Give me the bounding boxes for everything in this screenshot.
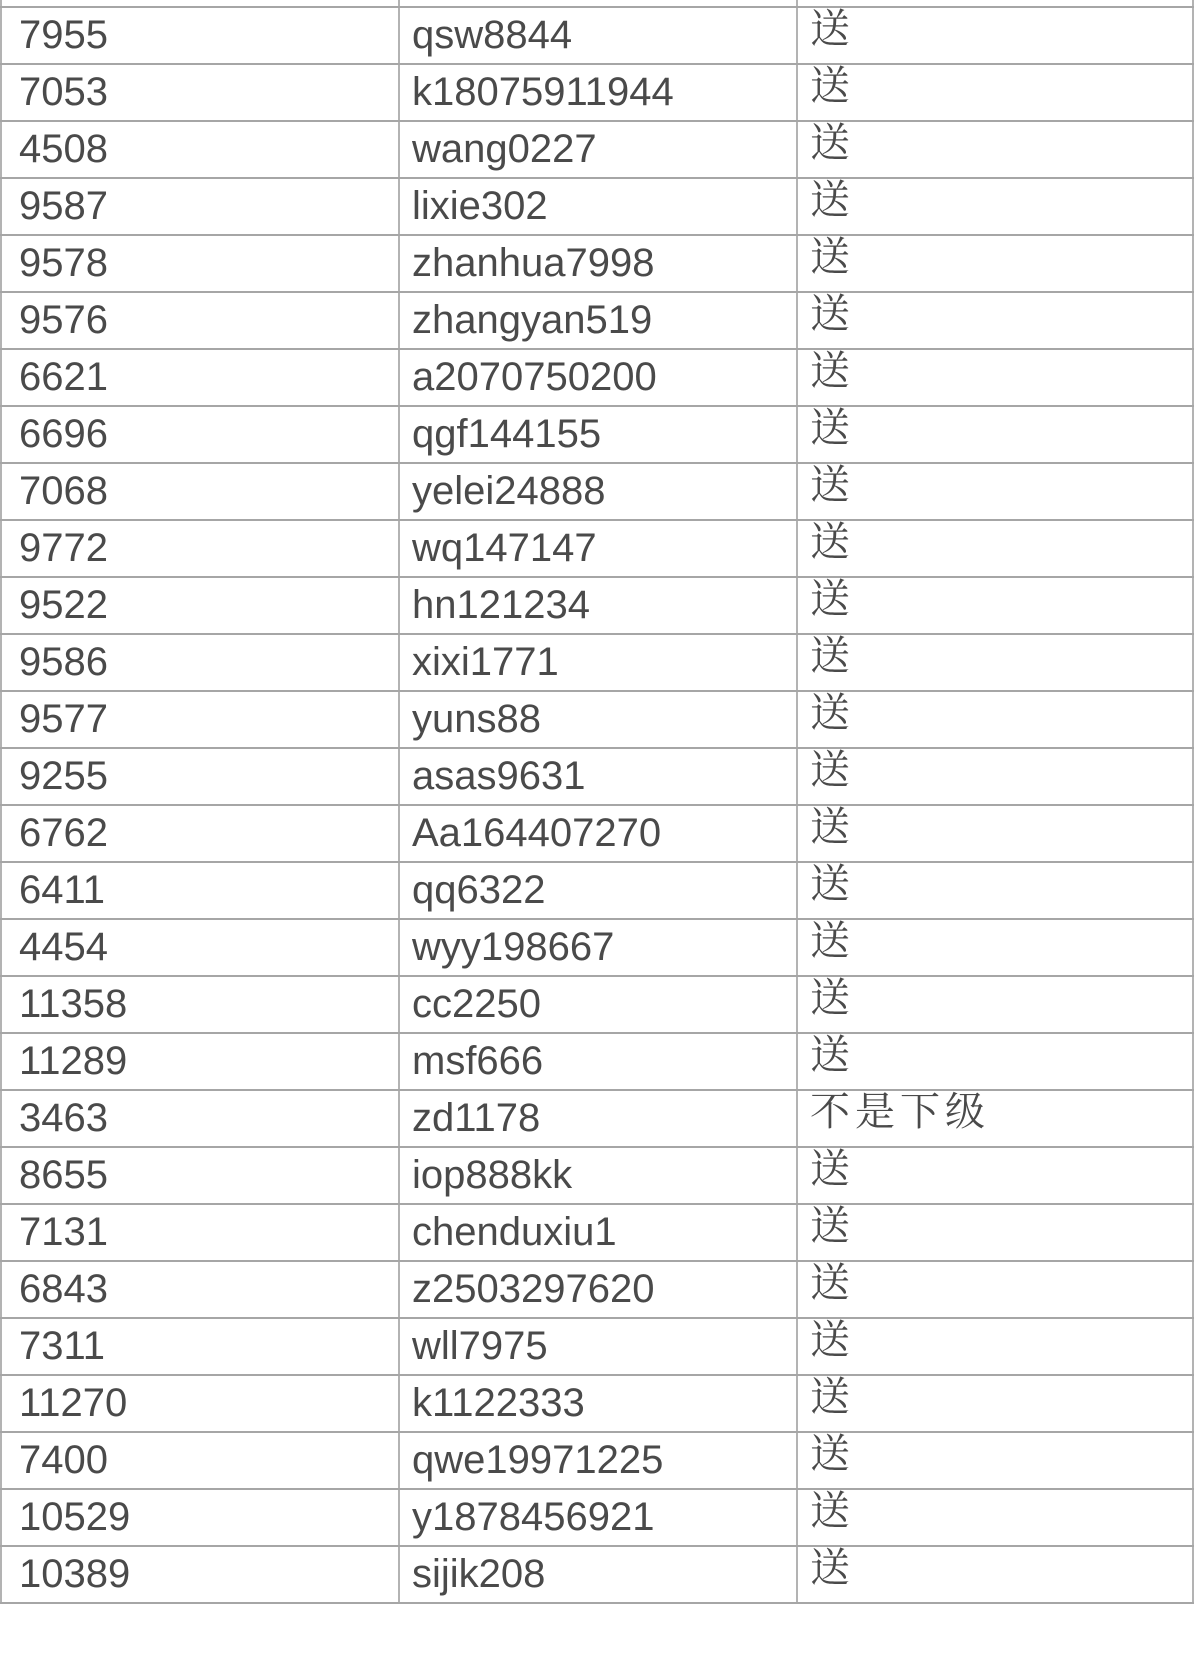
partial-cell	[399, 0, 797, 7]
cell-status: 送	[797, 1489, 1193, 1546]
cell-status: 送	[797, 7, 1193, 64]
cell-status: 送	[797, 1147, 1193, 1204]
cell-status: 送	[797, 1432, 1193, 1489]
cell-id: 10529	[1, 1489, 399, 1546]
cell-status: 送	[797, 178, 1193, 235]
cell-id: 9255	[1, 748, 399, 805]
table-row	[1, 1318, 1193, 1375]
table-row	[1, 463, 1193, 520]
table-row	[1, 748, 1193, 805]
cell-username: chenduxiu1	[399, 1204, 797, 1261]
cell-status: 送	[797, 121, 1193, 178]
cell-username: wang0227	[399, 121, 797, 178]
cell-id: 6411	[1, 862, 399, 919]
table-row	[1, 1375, 1193, 1432]
cell-status: 送	[797, 976, 1193, 1033]
cell-id: 11358	[1, 976, 399, 1033]
table-row	[1, 349, 1193, 406]
table-row	[1, 805, 1193, 862]
cell-id: 9772	[1, 520, 399, 577]
cell-username: z2503297620	[399, 1261, 797, 1318]
cell-username: qsw8844	[399, 7, 797, 64]
cell-id: 11289	[1, 1033, 399, 1090]
cell-status: 送	[797, 691, 1193, 748]
cell-username: xixi1771	[399, 634, 797, 691]
partial-row-top	[1, 0, 1193, 7]
cell-username: iop888kk	[399, 1147, 797, 1204]
cell-status: 送	[797, 1375, 1193, 1432]
cell-id: 7311	[1, 1318, 399, 1375]
cell-id: 3463	[1, 1090, 399, 1147]
table-row	[1, 1204, 1193, 1261]
cell-id: 9577	[1, 691, 399, 748]
table-row	[1, 406, 1193, 463]
cell-status: 送	[797, 349, 1193, 406]
cell-id: 9586	[1, 634, 399, 691]
table-row	[1, 1033, 1193, 1090]
cell-status: 送	[797, 463, 1193, 520]
cell-id: 6696	[1, 406, 399, 463]
cell-id: 7068	[1, 463, 399, 520]
cell-username: a2070750200	[399, 349, 797, 406]
cell-id: 7400	[1, 1432, 399, 1489]
cell-status: 送	[797, 634, 1193, 691]
table-row	[1, 691, 1193, 748]
cell-id: 4508	[1, 121, 399, 178]
cell-status: 送	[797, 1261, 1193, 1318]
cell-id: 4454	[1, 919, 399, 976]
table-row	[1, 1489, 1193, 1546]
table-row	[1, 919, 1193, 976]
table-body	[1, 0, 1193, 1603]
cell-username: qq6322	[399, 862, 797, 919]
cell-id: 9578	[1, 235, 399, 292]
cell-username: wll7975	[399, 1318, 797, 1375]
cell-status: 送	[797, 805, 1193, 862]
cell-status: 不是下级	[797, 1090, 1193, 1147]
cell-username: qgf144155	[399, 406, 797, 463]
partial-cell	[797, 0, 1193, 7]
cell-username: wq147147	[399, 520, 797, 577]
cell-username: Aa164407270	[399, 805, 797, 862]
partial-cell	[1, 0, 399, 7]
cell-username: sijik208	[399, 1546, 797, 1603]
cell-username: k1122333	[399, 1375, 797, 1432]
cell-status: 送	[797, 1318, 1193, 1375]
cell-status: 送	[797, 748, 1193, 805]
cell-username: zhangyan519	[399, 292, 797, 349]
cell-username: y1878456921	[399, 1489, 797, 1546]
cell-status: 送	[797, 1033, 1193, 1090]
cell-status: 送	[797, 520, 1193, 577]
cell-username: yelei24888	[399, 463, 797, 520]
cell-username: cc2250	[399, 976, 797, 1033]
cell-username: zhanhua7998	[399, 235, 797, 292]
table-row	[1, 1432, 1193, 1489]
table-row	[1, 235, 1193, 292]
table-row	[1, 7, 1193, 64]
cell-username: wyy198667	[399, 919, 797, 976]
cell-id: 6621	[1, 349, 399, 406]
table-row	[1, 634, 1193, 691]
cell-id: 8655	[1, 1147, 399, 1204]
table-row	[1, 1090, 1193, 1147]
cell-id: 6843	[1, 1261, 399, 1318]
cell-status: 送	[797, 64, 1193, 121]
table-row	[1, 121, 1193, 178]
cell-id: 10389	[1, 1546, 399, 1603]
cell-username: qwe19971225	[399, 1432, 797, 1489]
table-row	[1, 520, 1193, 577]
table-row	[1, 862, 1193, 919]
cell-id: 9587	[1, 178, 399, 235]
cell-status: 送	[797, 1204, 1193, 1261]
table-row	[1, 976, 1193, 1033]
cell-id: 7053	[1, 64, 399, 121]
cell-id: 7955	[1, 7, 399, 64]
cell-status: 送	[797, 292, 1193, 349]
cell-status: 送	[797, 235, 1193, 292]
table-row	[1, 292, 1193, 349]
cell-status: 送	[797, 919, 1193, 976]
cell-username: k18075911944	[399, 64, 797, 121]
table-row	[1, 1546, 1193, 1603]
table-row	[1, 577, 1193, 634]
cell-id: 9576	[1, 292, 399, 349]
cell-username: asas9631	[399, 748, 797, 805]
table-row	[1, 1261, 1193, 1318]
table-row	[1, 1147, 1193, 1204]
cell-status: 送	[797, 406, 1193, 463]
cell-status: 送	[797, 1546, 1193, 1603]
cell-status: 送	[797, 577, 1193, 634]
cell-id: 7131	[1, 1204, 399, 1261]
cell-username: yuns88	[399, 691, 797, 748]
table-row	[1, 64, 1193, 121]
cell-username: zd1178	[399, 1090, 797, 1147]
table-row	[1, 178, 1193, 235]
cell-id: 11270	[1, 1375, 399, 1432]
cell-username: hn121234	[399, 577, 797, 634]
cell-id: 9522	[1, 577, 399, 634]
cell-username: lixie302	[399, 178, 797, 235]
cell-id: 6762	[1, 805, 399, 862]
cell-username: msf666	[399, 1033, 797, 1090]
cell-status: 送	[797, 862, 1193, 919]
